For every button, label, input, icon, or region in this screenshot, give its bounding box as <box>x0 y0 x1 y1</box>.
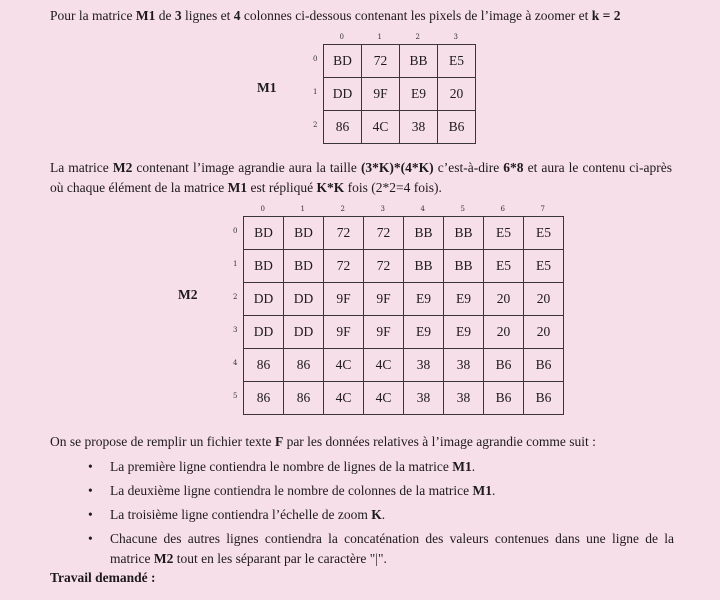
m1-row-index: 1 <box>313 88 318 96</box>
p2-text-1: La matrice <box>50 160 113 175</box>
m2-row <box>244 316 564 349</box>
m2-cell: BD <box>284 217 324 250</box>
m2-cell: E9 <box>444 316 484 349</box>
m2-cell: DD <box>244 283 284 316</box>
m2-label: M2 <box>178 287 198 302</box>
m2-cell: 72 <box>364 250 404 283</box>
m1-row-index: 0 <box>313 55 318 63</box>
m2-cell: BB <box>444 250 484 283</box>
m1-cell: BD <box>324 45 362 78</box>
matrix-m1 <box>323 44 476 144</box>
bullet-text: La première ligne contiendra le nombre de lignes de la matrice <box>110 459 453 474</box>
m2-cell: BB <box>404 250 444 283</box>
p2-text-2: contenant l’image agrandie aura la taille <box>132 160 361 175</box>
p3-f: F <box>274 434 284 449</box>
m1-cell: BB <box>400 45 438 78</box>
intro-text-1: Pour la matrice <box>50 8 136 23</box>
m1-cell: E5 <box>438 45 476 78</box>
p2-m2: M2 <box>112 160 133 175</box>
m1-col-index: 0 <box>339 33 344 41</box>
bullet-end: . <box>491 483 496 498</box>
m2-cell: 86 <box>284 382 324 415</box>
m1-cell: 38 <box>400 111 438 144</box>
bullet-item <box>88 457 674 477</box>
m2-cell: B6 <box>524 382 564 415</box>
m2-cell: 9F <box>324 316 364 349</box>
p3-text-1: On se propose de remplir un fichier texte <box>50 434 275 449</box>
m2-cell: BB <box>404 217 444 250</box>
m2-cell: B6 <box>524 349 564 382</box>
m2-cell: E5 <box>484 217 524 250</box>
m2-cell: 86 <box>244 382 284 415</box>
m2-cell: 72 <box>364 217 404 250</box>
m2-cell: E5 <box>484 250 524 283</box>
intro-cols: 4 <box>233 8 241 23</box>
p2-size: (3*K)*(4*K) <box>360 160 434 175</box>
matrix-m2 <box>243 216 564 415</box>
m2-col-index: 5 <box>460 205 465 213</box>
m1-cell: DD <box>324 78 362 111</box>
m1-cell: 86 <box>324 111 362 144</box>
bullet-bold: K <box>371 507 382 522</box>
m2-row <box>244 217 564 250</box>
m2-cell: 4C <box>364 349 404 382</box>
m2-cell: B6 <box>484 382 524 415</box>
m2-cell: 38 <box>404 382 444 415</box>
m2-row-index: 1 <box>233 260 238 268</box>
m2-cell: 86 <box>284 349 324 382</box>
m2-row-index: 2 <box>233 293 238 301</box>
m2-cell: BD <box>284 250 324 283</box>
m1-cell: 4C <box>362 111 400 144</box>
m2-cell: 72 <box>324 250 364 283</box>
m1-label: M1 <box>257 80 277 95</box>
m2-cell: BB <box>444 217 484 250</box>
m2-cell: E5 <box>524 217 564 250</box>
m2-cell: 38 <box>404 349 444 382</box>
m2-cell: 4C <box>324 382 364 415</box>
m2-cell: BD <box>244 217 284 250</box>
intro-rows: 3 <box>174 8 182 23</box>
m1-col-index: 1 <box>377 33 382 41</box>
bullet-end: tout en les séparant par le caractère "|". <box>173 551 387 566</box>
bullet-text: La troisième ligne contiendra l’échelle de zoom <box>110 507 372 522</box>
p3-text-2: par les données relatives à l’image agrandie comme suit : <box>283 434 596 449</box>
intro-paragraph <box>50 6 672 26</box>
m1-cell: E9 <box>400 78 438 111</box>
paragraph-m2-description <box>50 158 672 198</box>
m2-cell: 86 <box>244 349 284 382</box>
p2-m1: M1 <box>227 180 248 195</box>
m1-col-index: 3 <box>453 33 458 41</box>
m2-cell: DD <box>284 283 324 316</box>
m2-row-index: 5 <box>233 392 238 400</box>
m2-row <box>244 250 564 283</box>
p2-kk: K*K <box>316 180 345 195</box>
bullet-end: . <box>381 507 386 522</box>
m1-row <box>324 111 476 144</box>
m1-row-index: 2 <box>313 121 318 129</box>
m2-col-index: 1 <box>300 205 305 213</box>
m2-row <box>244 382 564 415</box>
m2-cell: 20 <box>524 283 564 316</box>
paragraph-file-description <box>50 432 672 452</box>
bullet-text: La deuxième ligne contiendra le nombre de colonnes de la matrice <box>110 483 473 498</box>
m2-row-index: 0 <box>233 227 238 235</box>
bullet-item <box>88 505 674 525</box>
intro-text-2: de <box>155 8 175 23</box>
p2-dims: 6*8 <box>503 160 524 175</box>
bullet-bold: M2 <box>153 551 174 566</box>
m2-cell: 38 <box>444 349 484 382</box>
m2-cell: B6 <box>484 349 524 382</box>
m2-cell: BD <box>244 250 284 283</box>
m2-cell: DD <box>284 316 324 349</box>
m2-cell: E9 <box>404 283 444 316</box>
m2-cell: E5 <box>524 250 564 283</box>
m2-cell: 72 <box>324 217 364 250</box>
m2-cell: E9 <box>444 283 484 316</box>
m2-cell: 9F <box>364 283 404 316</box>
m1-row <box>324 45 476 78</box>
section-title: Travail demandé : <box>50 570 156 585</box>
m2-cell: 20 <box>524 316 564 349</box>
m2-row <box>244 283 564 316</box>
m2-col-index: 0 <box>260 205 265 213</box>
m1-cell: 9F <box>362 78 400 111</box>
intro-text-3: lignes et <box>181 8 234 23</box>
bullet-item <box>88 481 674 501</box>
m2-cell: 9F <box>324 283 364 316</box>
p2-text-6: fois (2*2=4 fois). <box>344 180 442 195</box>
m2-col-index: 4 <box>420 205 425 213</box>
intro-k: k = 2 <box>591 8 621 23</box>
m1-cell: 72 <box>362 45 400 78</box>
m2-cell: 4C <box>324 349 364 382</box>
m2-row-index: 3 <box>233 326 238 334</box>
bullet-bold: M1 <box>472 483 492 498</box>
m1-col-index: 2 <box>415 33 420 41</box>
m1-cell: 20 <box>438 78 476 111</box>
m2-cell: 4C <box>364 382 404 415</box>
m2-col-index: 6 <box>500 205 505 213</box>
m2-col-index: 7 <box>540 205 545 213</box>
bullet-item <box>88 529 674 569</box>
m2-cell: E9 <box>404 316 444 349</box>
bullet-text: Chacune des autres lignes contiendra la concaténation des valeurs contenues dans une ligne de la matrice <box>110 531 674 566</box>
p2-text-4: et aura le contenu ci-après où chaque élément de la matrice <box>50 160 673 195</box>
m2-cell: DD <box>244 316 284 349</box>
m1-cell: B6 <box>438 111 476 144</box>
m2-col-index: 2 <box>340 205 345 213</box>
m2-cell: 9F <box>364 316 404 349</box>
p2-text-5: est répliqué <box>247 180 317 195</box>
bullet-end: . <box>471 459 476 474</box>
intro-m1: M1 <box>135 8 156 23</box>
m2-cell: 20 <box>484 283 524 316</box>
m2-cell: 20 <box>484 316 524 349</box>
p2-text-3: c’est-à-dire <box>433 160 504 175</box>
bullet-list <box>88 457 674 573</box>
m1-row <box>324 78 476 111</box>
m2-col-index: 3 <box>380 205 385 213</box>
m2-row <box>244 349 564 382</box>
m2-row-index: 4 <box>233 359 238 367</box>
bullet-bold: M1 <box>452 459 472 474</box>
intro-text-4: colonnes ci-dessous contenant les pixels de l’image à zoomer et <box>240 8 592 23</box>
m2-cell: 38 <box>444 382 484 415</box>
